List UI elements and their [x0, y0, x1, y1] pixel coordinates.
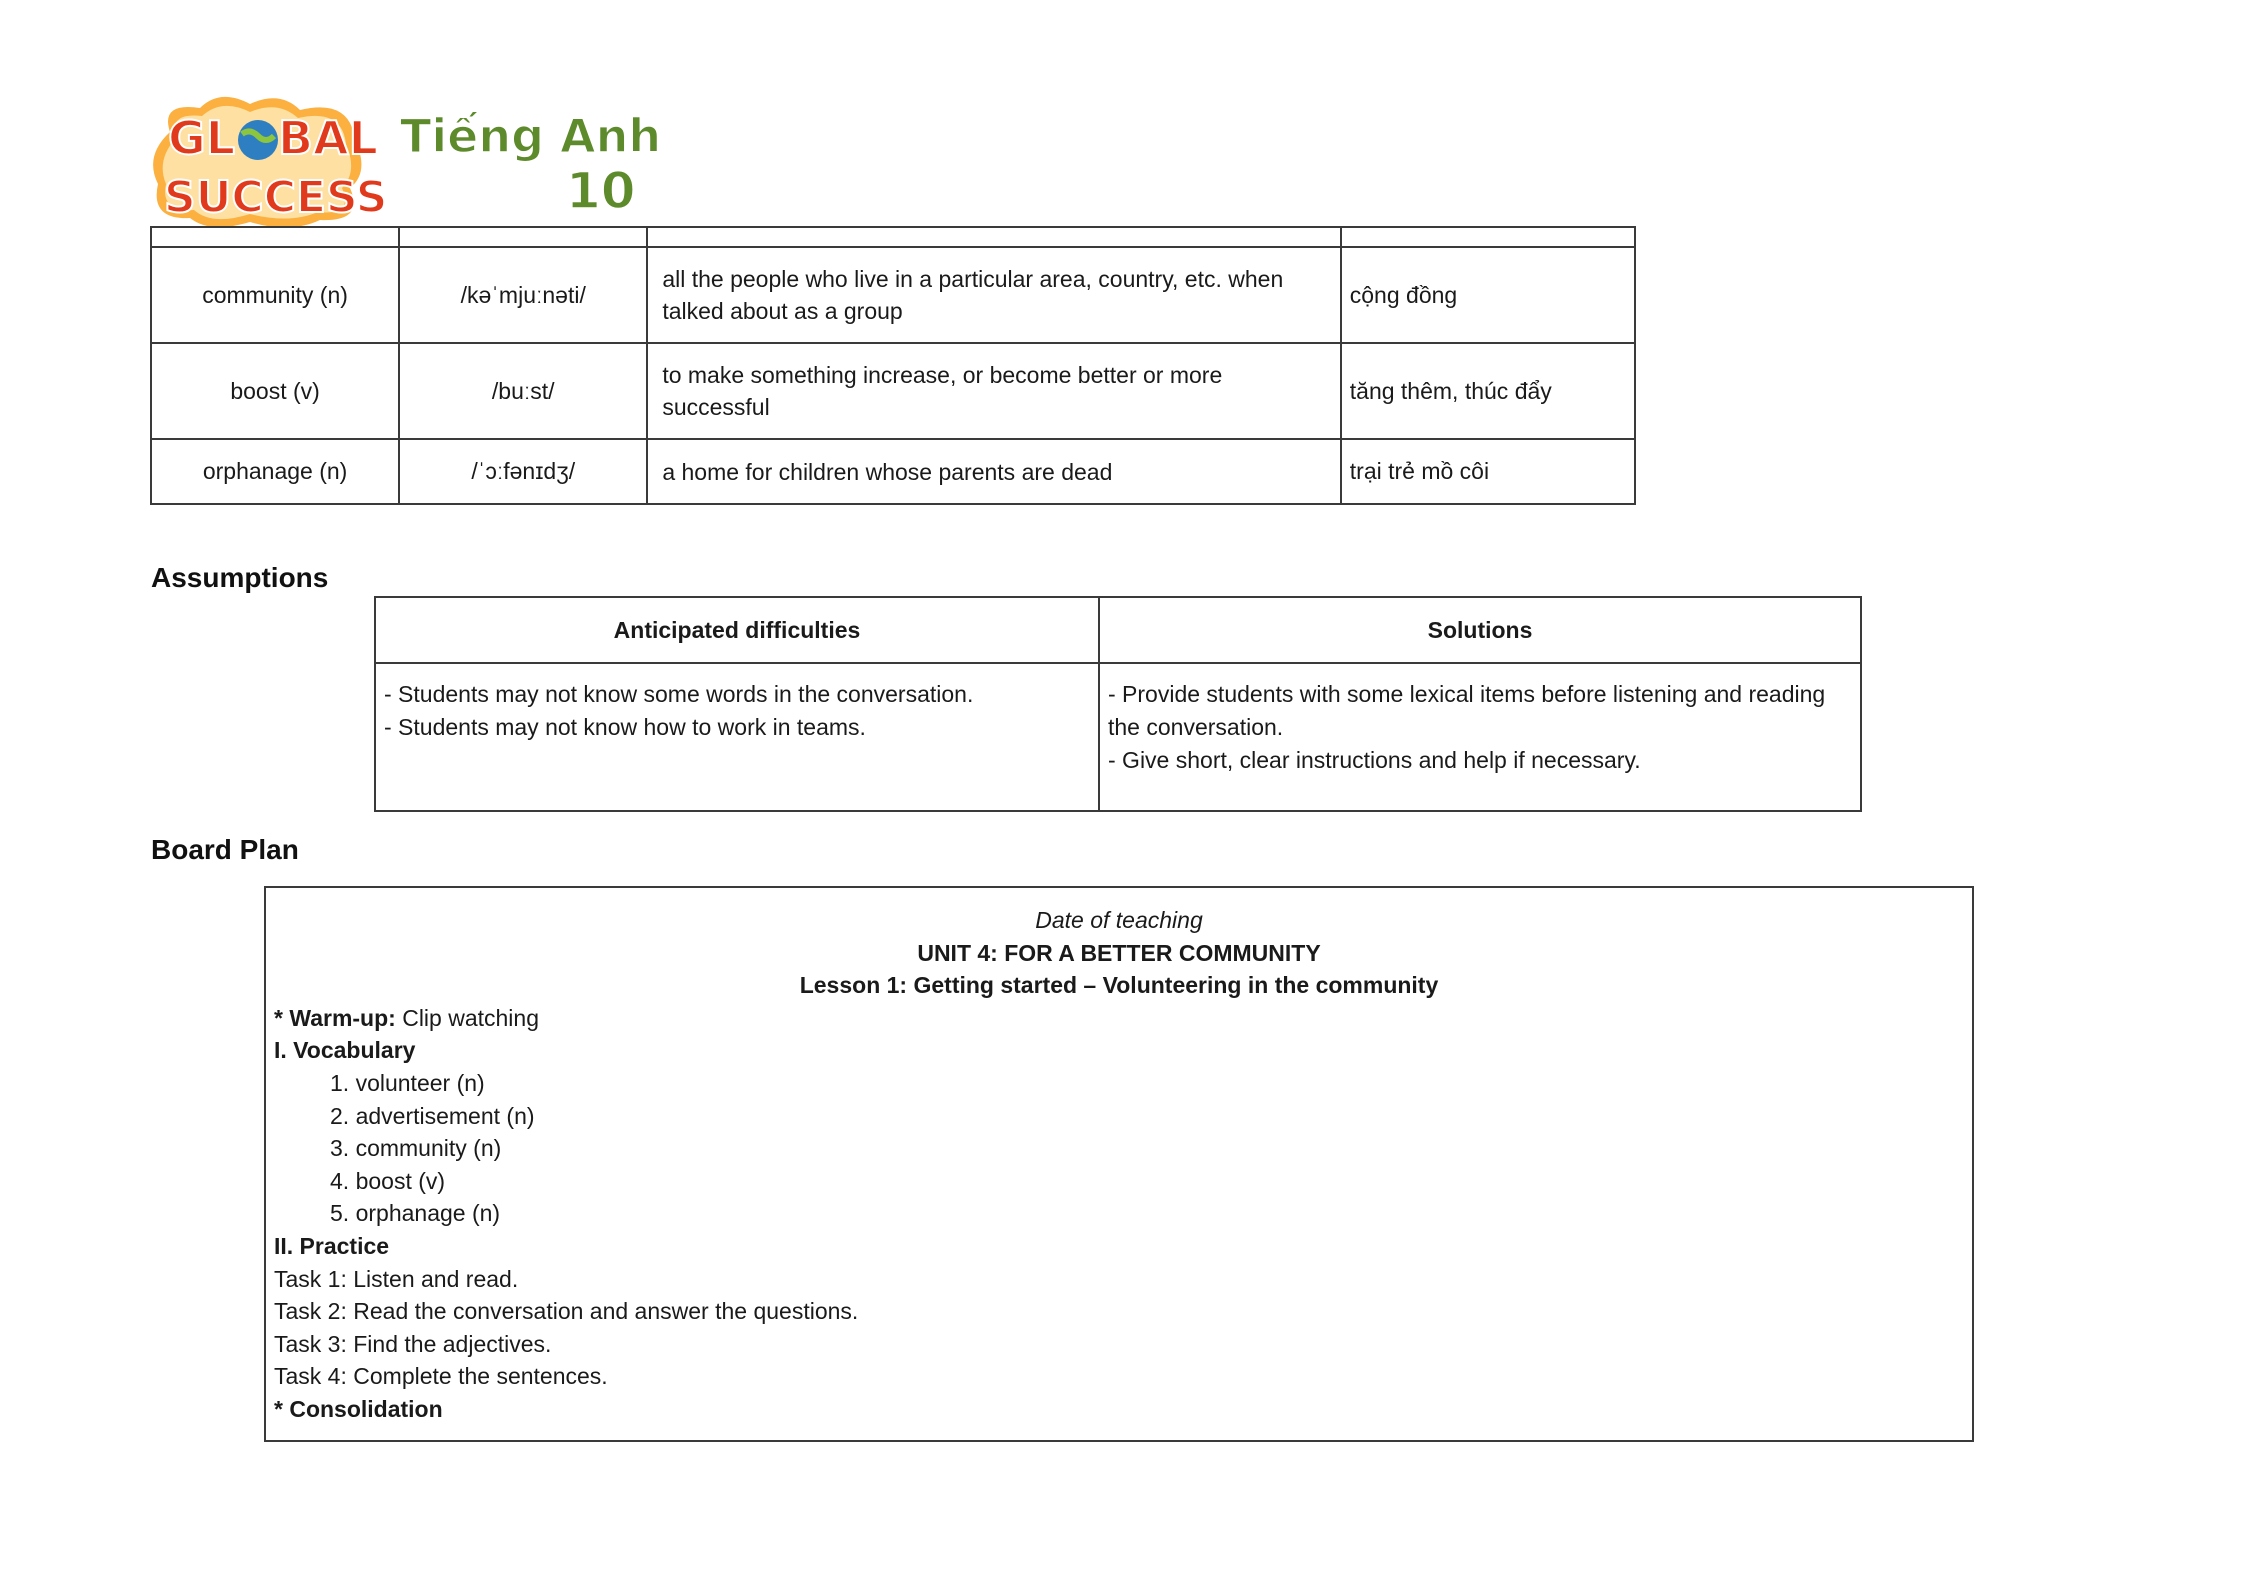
table-row [375, 663, 1861, 811]
svg-text:GL: GL [168, 111, 236, 165]
list-item: 3. community (n) [330, 1135, 502, 1162]
assumptions-heading: Assumptions [151, 562, 329, 593]
vocabulary-table [150, 226, 1636, 505]
vocab-vietnamese: trại trẻ mồ côi [1341, 439, 1635, 504]
svg-text:10: 10 [566, 162, 636, 220]
difficulty-item: - Students may not know how to work in teams. [384, 714, 866, 740]
vocab-vietnamese: cộng đồng [1341, 247, 1635, 343]
list-item: 5. orphanage (n) [330, 1200, 501, 1227]
task-item: Task 1: Listen and read. [274, 1265, 519, 1292]
vocab-definition: a home for children whose parents are dead [647, 439, 1340, 504]
svg-text:Tiếng Anh: Tiếng Anh [400, 109, 662, 163]
date-of-teaching: Date of teaching [1035, 907, 1203, 933]
table-row [151, 247, 1635, 343]
table-header-row [151, 227, 1635, 247]
vocab-word: orphanage (n) [151, 439, 399, 504]
svg-text:BAL: BAL [278, 111, 378, 165]
difficulty-item: - Students may not know some words in the conversation. [384, 681, 974, 707]
table-header-row [375, 597, 1861, 663]
warmup-line [266, 1002, 1972, 1035]
svg-text:SUCCESS: SUCCESS [164, 172, 388, 223]
vocab-word: boost (v) [151, 343, 399, 439]
vocabulary-section-heading: I. Vocabulary [274, 1037, 416, 1064]
difficulties-header: Anticipated difficulties [375, 597, 1099, 663]
difficulties-cell [375, 663, 1099, 811]
global-success-logo [150, 92, 388, 230]
board-plan-heading: Board Plan [151, 834, 299, 865]
vocab-definition: all the people who live in a particular area, country, etc. when talked about as a group [647, 247, 1340, 343]
vocab-ipa: /kəˈmjuːnəti/ [399, 247, 647, 343]
lesson-title: Lesson 1: Getting started – Volunteering in the community [799, 972, 1439, 999]
solutions-header: Solutions [1099, 597, 1861, 663]
assumptions-table [374, 596, 1862, 812]
warmup-label: * Warm-up: [274, 1004, 396, 1031]
list-item: 2. advertisement (n) [330, 1102, 535, 1129]
vocab-ipa: /ˈɔːfənɪdʒ/ [399, 439, 647, 504]
table-row [151, 439, 1635, 504]
task-item: Task 2: Read the conversation and answer the questions. [274, 1298, 859, 1325]
practice-section-heading: II. Practice [274, 1232, 390, 1259]
solution-item: - Provide students with some lexical items before listening and reading the conversation. [1108, 681, 1826, 740]
vocab-ipa: /buːst/ [399, 343, 647, 439]
list-item: 4. boost (v) [330, 1167, 446, 1194]
vocab-vietnamese: tăng thêm, thúc đẩy [1341, 343, 1635, 439]
solutions-cell [1099, 663, 1861, 811]
warmup-text: Clip watching [395, 1004, 539, 1031]
unit-title: UNIT 4: FOR A BETTER COMMUNITY [917, 939, 1321, 966]
board-plan-box [264, 886, 1974, 1442]
tieng-anh-10-logo [398, 104, 662, 220]
vocab-definition: to make something increase, or become better or more successful [647, 343, 1340, 439]
list-item: 1. volunteer (n) [330, 1069, 485, 1096]
task-item: Task 3: Find the adjectives. [274, 1330, 552, 1357]
task-item: Task 4: Complete the sentences. [274, 1363, 608, 1390]
consolidation-heading: * Consolidation [274, 1395, 443, 1422]
table-row [151, 343, 1635, 439]
solution-item: - Give short, clear instructions and help if necessary. [1108, 747, 1641, 773]
vocab-word: community (n) [151, 247, 399, 343]
